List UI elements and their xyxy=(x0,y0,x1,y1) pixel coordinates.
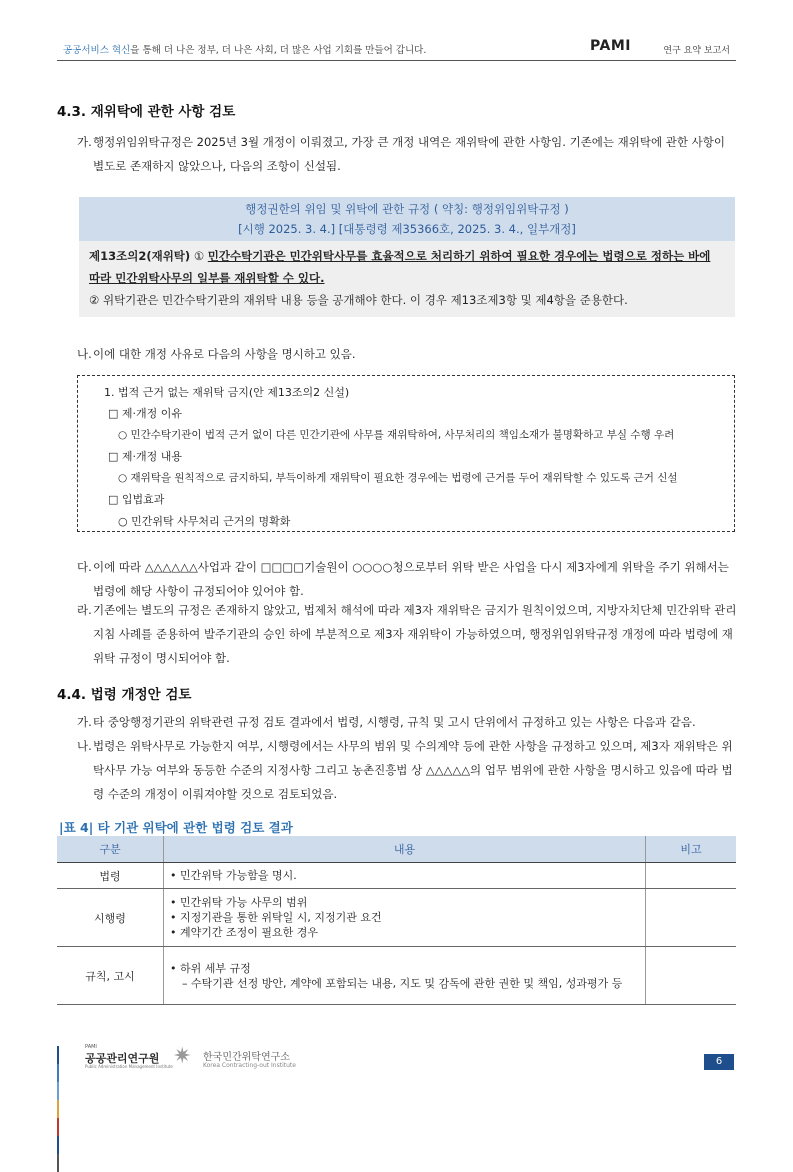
kcoi-logo-name: 한국민간위탁연구소 xyxy=(203,1052,290,1063)
row-category: 법령 xyxy=(57,863,164,889)
article-label: 제13조의2(재위탁) xyxy=(89,249,191,263)
paragraph-4-3-ra xyxy=(77,598,737,670)
bullet-item: • 지정기관을 통한 위탁일 시, 지정기관 요건 xyxy=(170,910,639,925)
sub-item: – 수탁기관 선정 방안, 계약에 포함되는 내용, 지도 및 감독에 관한 권한 및 책임, 성과평가 등 xyxy=(182,976,623,990)
bullet-item: • 하위 세부 규정 xyxy=(170,961,639,976)
list-marker: 다. xyxy=(77,560,92,574)
paragraph-4-3-ga xyxy=(77,130,737,178)
header-brand: PAMI xyxy=(590,38,631,54)
paragraph-text: 이에 대한 개정 사유로 다음의 사항을 명시하고 있음. xyxy=(93,347,356,361)
column-header-content: 내용 xyxy=(164,836,646,863)
header-slogan xyxy=(63,42,426,56)
bullet-item: • 계약기간 조정이 필요한 경우 xyxy=(170,925,639,940)
paragraph-4-4-na xyxy=(77,734,737,806)
row-category: 시행령 xyxy=(57,889,164,947)
row-content xyxy=(164,863,646,889)
pami-logo-icon xyxy=(57,1046,60,1172)
list-marker: 나. xyxy=(77,347,92,361)
reason-content-2: ○ 재위탁을 원칙적으로 금지하되, 부득이하게 재위탁이 필요한 경우에는 법령에 근거를 두어 재위탁할 수 있도록 근거 신설 xyxy=(118,472,678,484)
law-title xyxy=(79,197,735,241)
pami-logo-en: Public Administration Management Institute xyxy=(85,1064,173,1069)
section-heading-4-4: 4.4. 법령 개정안 검토 xyxy=(57,687,192,703)
slogan-accent: 공공서비스 혁신 xyxy=(63,45,131,56)
bullet-item: • 민간위탁 가능 사무의 범위 xyxy=(170,895,639,910)
pami-logo-small: PAMI xyxy=(85,1044,97,1050)
table-row xyxy=(57,947,736,1005)
clause-number: ① xyxy=(193,249,205,263)
page-footer xyxy=(57,1042,736,1072)
paragraph-text: 행정위임위탁규정은 2025년 3월 개정이 이뤄졌고, 가장 큰 개정 내역은 재위탁에 관한 사항임. 기존에는 재위탁에 관한 사항이 별도로 존재하지 않았으나, 다음의 조항이 신설됨. xyxy=(93,135,725,173)
row-content xyxy=(164,947,646,1005)
reason-heading-1: □ 제·개정 이유 xyxy=(108,407,183,420)
paragraph-text: 타 중앙행정기관의 위탁관련 규정 검토 결과에서 법령, 시행령, 규칙 및 고시 단위에서 규정하고 있는 사항은 다음과 같음. xyxy=(93,715,696,729)
law-clause-1 xyxy=(89,245,725,289)
paragraph-text: 법령은 위탁사무로 가능한지 여부, 시행령에서는 사무의 범위 및 수의계약 등에 관한 사항을 규정하고 있으며, 제3자 재위탁은 위탁사무 가능 여부와 동등한 수준의 지정사항 그리고 농촌진흥법 상 △△△△△의 업무 범위에 관한 사항을 명시하고 있음에 따라 법령 수준의 개정이 이뤄져야할 것으로 검토되었음. xyxy=(93,739,733,801)
paragraph-text: 이에 따라 △△△△△△사업과 같이 □□□□기술원이 ○○○○청으로부터 위탁 받은 사업을 다시 제3자에게 위탁을 주기 위해서는 법령에 해당 사항이 규정되어야 있어야 함. xyxy=(93,560,729,598)
law-title-line2: [시행 2025. 3. 4.] [대통령령 제35366호, 2025. 3. 4., 일부개정] xyxy=(238,222,576,236)
reason-item-title: 1. 법적 근거 없는 재위탁 금지(안 제13조의2 신설) xyxy=(104,386,350,399)
law-clause-2: ② 위탁기관은 민간수탁기관의 재위탁 내용 등을 공개해야 한다. 이 경우 제13조제3항 및 제4항을 준용한다. xyxy=(89,293,628,307)
regulation-review-table xyxy=(57,836,736,1005)
table-row xyxy=(57,863,736,889)
row-note xyxy=(646,947,737,1005)
column-header-note: 비고 xyxy=(646,836,737,863)
row-note xyxy=(646,863,737,889)
reason-content-1: ○ 민간수탁기관이 법적 근거 없이 다른 민간기관에 사무를 재위탁하여, 사무처리의 책임소재가 불명확하고 부실 수행 우려 xyxy=(118,429,675,441)
bullet-item: • 민간위탁 가능함을 명시. xyxy=(170,868,639,883)
row-content xyxy=(164,889,646,947)
row-category: 규칙, 고시 xyxy=(57,947,164,1005)
slogan-rest: 을 통해 더 나은 정부, 더 나은 사회, 더 많은 사업 기회를 만들어 갑니다. xyxy=(130,45,427,56)
page-number: 6 xyxy=(704,1054,734,1070)
star-emblem-icon: ✷ xyxy=(173,1044,192,1069)
paragraph-text: 기존에는 별도의 규정은 존재하지 않았고, 법제처 해석에 따라 제3자 재위탁은 금지가 원칙이었으며, 지방자치단체 민간위탁 관리지침 사례를 준용하여 발주기관의 승인 하에 부분적으로 제3자 재위탁이 가능하였으며, 행정위임위탁규정 개정에 따라 법령에 재위탁 규정이 명시되어야 함. xyxy=(93,603,737,665)
kcoi-logo-en: Korea Contracting-out Institute xyxy=(203,1062,296,1069)
page-header xyxy=(57,34,736,61)
row-note xyxy=(646,889,737,947)
list-marker: 가. xyxy=(77,715,92,729)
list-marker: 라. xyxy=(77,603,92,617)
section-heading-4-3: 4.3. 재위탁에 관한 사항 검토 xyxy=(57,104,236,120)
amendment-reason-box xyxy=(77,375,735,532)
law-body xyxy=(79,241,735,317)
table-header-row xyxy=(57,836,736,863)
column-header-category: 구분 xyxy=(57,836,164,863)
law-title-line1: 행정권한의 위임 및 위탁에 관한 규정 ( 약칭: 행정위임위탁규정 ) xyxy=(245,202,569,216)
paragraph-4-3-na xyxy=(77,342,737,366)
pami-logo-name: 공공관리연구원 xyxy=(85,1052,160,1065)
clause-1-text: 민간수탁기관은 민간위탁사무를 효율적으로 처리하기 위하여 필요한 경우에는 법령으로 정하는 바에 따라 민간위탁사무의 일부를 재위탁할 수 있다. xyxy=(89,249,711,285)
table-caption: |표 4| 타 기관 위탁에 관한 법령 검토 결과 xyxy=(59,820,293,835)
reason-content-3: ○ 민간위탁 사무처리 근거의 명확화 xyxy=(118,515,291,528)
header-report-type: 연구 요약 보고서 xyxy=(663,46,730,56)
paragraph-4-3-da xyxy=(77,555,737,603)
paragraph-4-4-ga xyxy=(77,710,737,734)
list-marker: 나. xyxy=(77,739,92,753)
list-marker: 가. xyxy=(77,135,92,149)
reason-heading-3: □ 입법효과 xyxy=(108,493,165,506)
reason-heading-2: □ 제·개정 내용 xyxy=(108,450,183,463)
law-excerpt-box xyxy=(79,197,735,317)
table-row xyxy=(57,889,736,947)
